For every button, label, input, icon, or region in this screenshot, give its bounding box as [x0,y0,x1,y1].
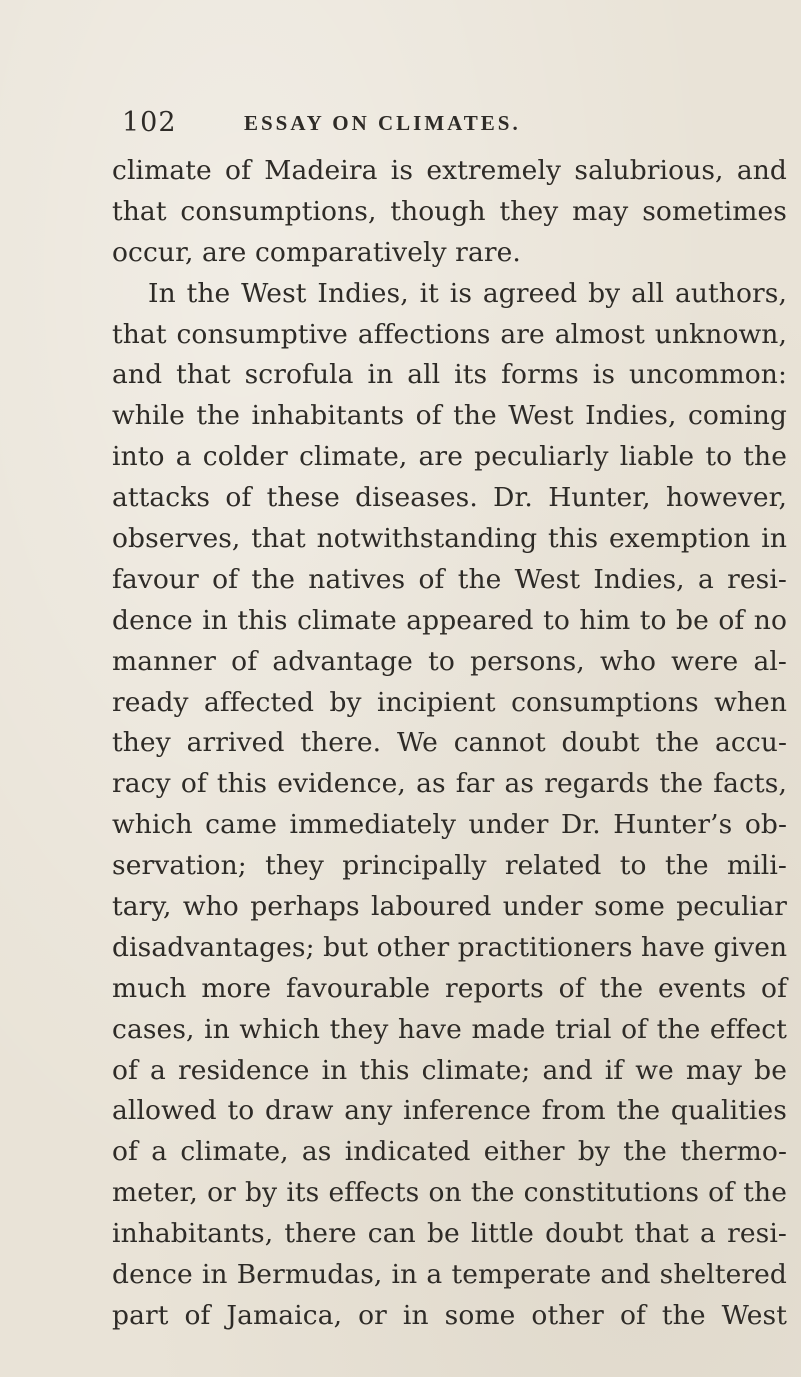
text-line: In the West Indies, it is agreed by all authors, [148,277,787,309]
text-line: they arrived there. We cannot doubt the accu- [112,727,787,759]
text-line: attacks of these diseases. Dr. Hunter, however, [112,482,787,514]
text-line: climate of Madeira is extremely salubrious, and [112,155,787,186]
text-line: tary, who perhaps laboured under some peculiar [112,891,787,923]
text-line: cases, in which they have made trial of the effect [112,1013,787,1045]
text-line: dence in this climate appeared to him to be of no [112,604,787,636]
text-line: of a climate, as indicated either by the thermo- [112,1136,787,1168]
body-text [112,151,788,1331]
text-line: that consumptive affections are almost unknown, [112,318,787,350]
text-line: servation; they principally related to the mili- [112,850,787,882]
text-line: much more favourable reports of the events of [112,972,787,1004]
text-line: observes, that notwithstanding this exemption in [112,523,787,555]
text-line: which came immediately under Dr. Hunter’s ob- [112,809,787,841]
text-line: ready affected by incipient consumptions when [112,686,787,718]
text-line: racy of this evidence, as far as regards the facts, [112,768,787,800]
text-line: dence in Bermudas, in a temperate and sheltered [112,1259,787,1291]
text-line: part of Jamaica, or in some other of the West [112,1299,787,1331]
text-line: meter, or by its effects on the constitutions of the [112,1177,787,1209]
text-line: occur, are comparatively rare. [112,236,521,268]
text-line: while the inhabitants of the West Indies, coming [112,400,787,432]
text-line: allowed to draw any inference from the qualities [112,1095,787,1127]
text-line: into a colder climate, are peculiarly liable to the [112,441,787,473]
running-title: ESSAY ON CLIMATES. [244,111,521,135]
text-line: manner of advantage to persons, who were al- [112,645,787,677]
text-line: and that scrofula in all its forms is uncommon: [112,359,787,391]
text-line: favour of the natives of the West Indies, a resi- [112,563,787,595]
running-head [122,107,682,147]
page-number: 102 [122,107,177,138]
text-line: inhabitants, there can be little doubt that a resi- [112,1218,787,1250]
text-line: that consumptions, though they may sometimes [112,195,787,227]
text-line: of a residence in this climate; and if we may be [112,1054,787,1086]
text-line: disadvantages; but other practitioners have given [112,931,788,963]
